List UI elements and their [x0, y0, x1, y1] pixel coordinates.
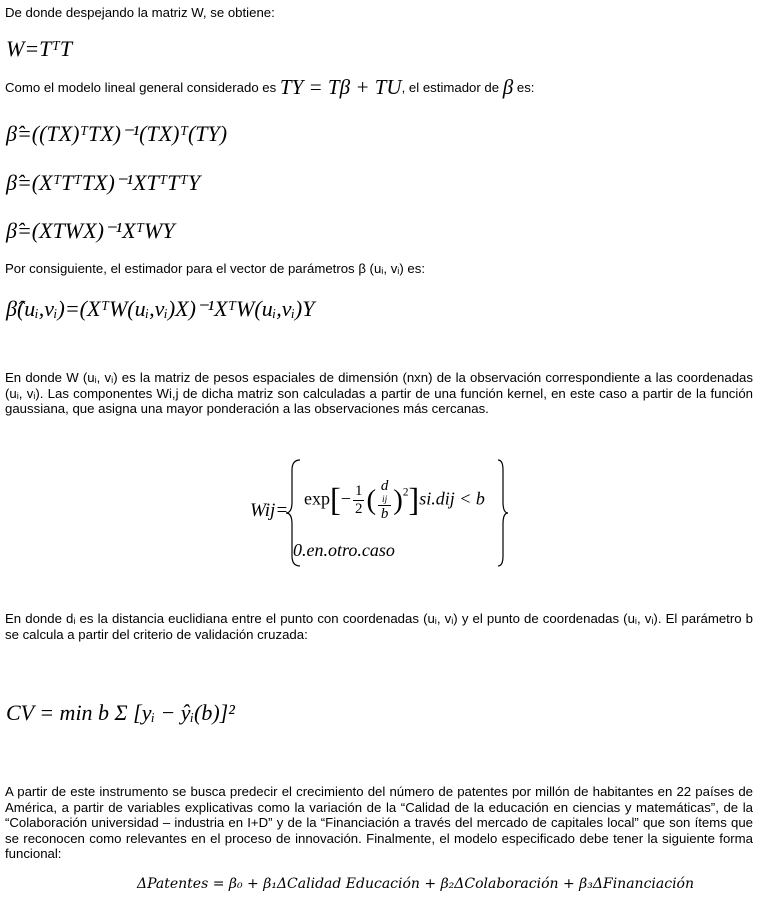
condition-text: si.dij < b	[419, 488, 485, 509]
equation-final-model: ΔPatentes = β₀ + β₁ΔCalidad Educación + β₂ΔColaboración + β₃ΔFinanciación	[137, 876, 694, 892]
right-brace-icon	[496, 458, 510, 568]
paragraph-model-after: es:	[513, 80, 535, 95]
equation-wij-row2: 0.en.otro.caso	[293, 540, 395, 560]
exp-function: exp	[304, 488, 330, 509]
paragraph-weights: En donde W (uᵢ, vᵢ) es la matriz de pesos espaciales de dimensión (nxn) de la observación correspondiente a las coordenadas (uᵢ, vᵢ). Las componentes Wi,j de dicha matriz son calculadas a partir de una función kernel, en este caso a partir de la función gaussiana, que asigna una mayor ponderación a las observaciones más cercanas.	[5, 370, 753, 416]
equation-wij-lhs: Wij=	[250, 500, 289, 521]
equation-beta-1: β̂=((TX)ᵀTX)⁻¹(TX)ᵀ(TY)	[6, 121, 228, 146]
equation-w: W=TᵀT	[6, 36, 73, 61]
equation-cv: CV = min b Σ [yᵢ − ŷᵢ(b)]²	[6, 700, 235, 725]
paragraph-intro: De donde despejando la matriz W, se obtiene:	[5, 5, 275, 20]
paragraph-estimator: Por consiguiente, el estimador para el vector de parámetros β (uᵢ, vᵢ) es:	[5, 261, 426, 276]
paragraph-model-specification: A partir de este instrumento se busca predecir el crecimiento del número de patentes por millón de habitantes en 22 países de América, a partir de variables explicativas como la variación de la “Calidad de la educación en ciencias y matemáticas”, de la “Colaboración universidad – industria en I+D” y de la “Financiación a través del mercado de capitales local” que son ítems que se reconocen como relevantes en el proceso de innovación. Finalmente, el modelo especificado debe tener la siguiente forma funcional:	[5, 784, 753, 861]
equation-wij	[248, 458, 510, 568]
paragraph-model-middle: , el estimador de	[401, 80, 503, 95]
paragraph-distance: En donde dᵢ es la distancia euclidiana entre el punto con coordenadas (uᵢ, vᵢ) y el punto de coordenadas (uᵢ, vᵢ). El parámetro b se calcula a partir del criterio de validación cruzada:	[5, 611, 753, 642]
paragraph-model-before: Como el modelo lineal general considerado es	[5, 80, 280, 95]
equation-beta-uv: β̂(uᵢ,vᵢ)=(XᵀW(uᵢ,vᵢ)X)⁻¹XᵀW(uᵢ,vᵢ)Y	[6, 296, 315, 321]
paragraph-model	[5, 75, 535, 99]
model-equation: TY = Tβ + TU	[279, 75, 402, 99]
beta-symbol: β	[502, 75, 514, 99]
equation-wij-row1: exp[− $\frac{1}{2}$ ( d ij b )$^2$]si.dij < b	[304, 478, 485, 522]
equation-beta-3: β̂=(XTWX)⁻¹XᵀWY	[6, 218, 175, 243]
equation-beta-2: β̂=(XᵀTᵀTX)⁻¹XTᵀTᵀY	[6, 170, 201, 195]
